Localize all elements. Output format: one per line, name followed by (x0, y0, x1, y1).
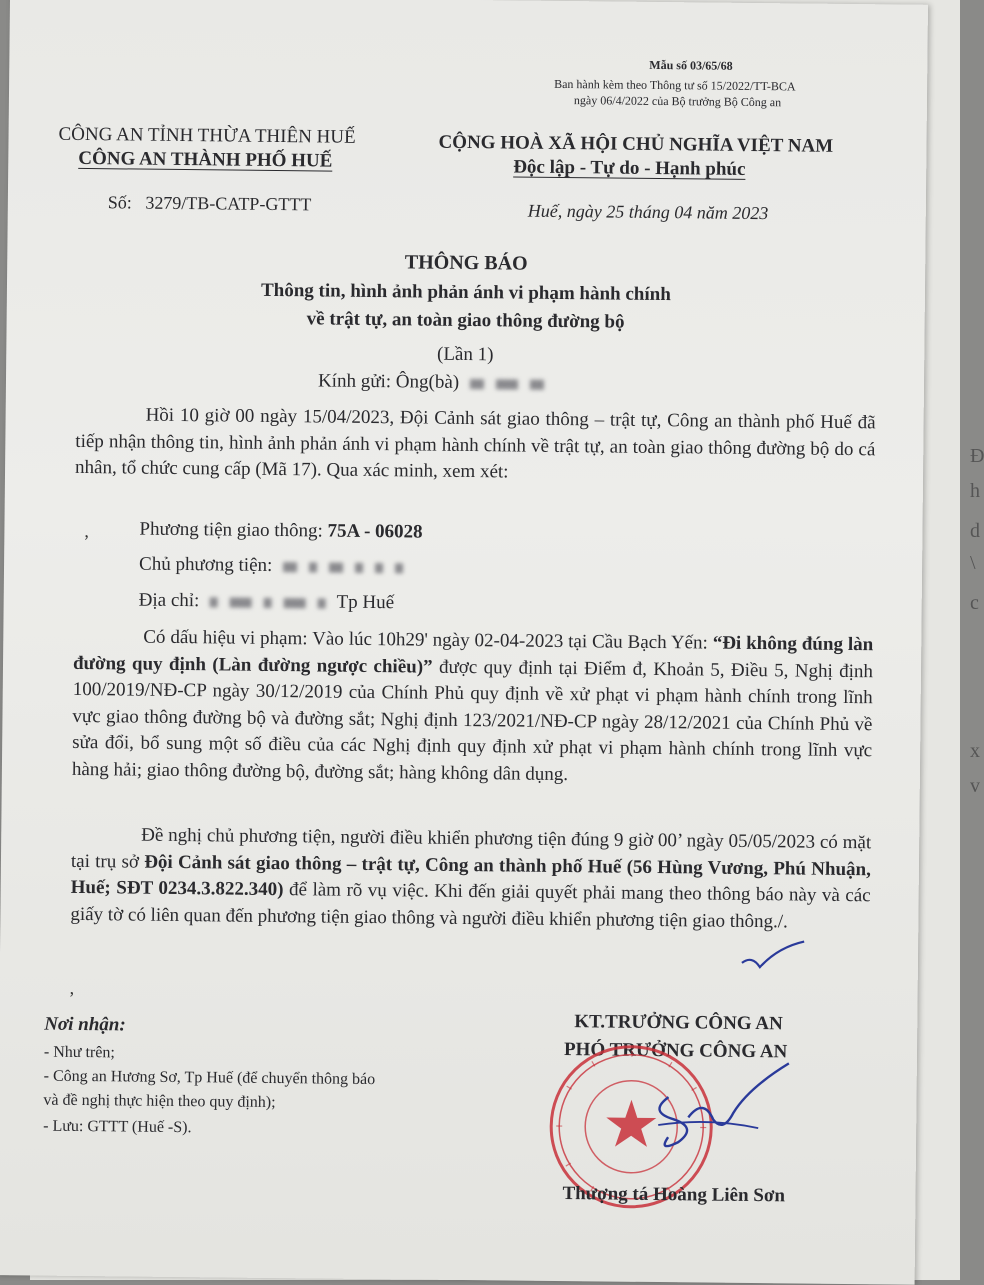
owner-label: Chủ phương tiện: (139, 554, 273, 576)
redacted-block (530, 379, 544, 389)
nation-title: CỘNG HOÀ XÃ HỘI CHỦ NGHĨA VIỆT NAM (438, 132, 833, 158)
owner-field (139, 554, 409, 579)
edge-glyph: h (970, 480, 980, 503)
edge-glyph: d (970, 520, 980, 543)
redacted-block (470, 379, 484, 389)
violation-paragraph (72, 624, 874, 791)
form-issued-line: Ban hành kèm theo Thông tư số 15/2022/TT-BCA (554, 77, 796, 95)
ink-dot: , (84, 521, 89, 542)
recipient-line: và đề nghị thực hiện theo quy định); (43, 1092, 275, 1112)
document-subtitle: Thông tin, hình ảnh phản ánh vi phạm hành chính (7, 277, 925, 309)
redacted-block (496, 379, 518, 389)
redacted-block (318, 598, 326, 608)
redacted-block (395, 563, 403, 573)
request-paragraph (70, 822, 871, 936)
request-detail: để làm rõ vụ việc. Khi đến giải quyết phải mang theo thông báo này và các giấy tờ có liên quan đến phương tiện giao thông và người điều khiển phương tiện giao thông./. (70, 879, 870, 932)
notice-round: (Lần 1) (6, 339, 924, 371)
edge-glyph: c (970, 592, 979, 615)
document-date: Huế, ngày 25 tháng 04 năm 2023 (528, 201, 769, 225)
document-number (108, 192, 312, 215)
signer-name: Thượng tá Hoàng Liên Sơn (562, 1183, 785, 1207)
redacted-block (283, 562, 297, 572)
agency-parent: CÔNG AN TỈNH THỪA THIÊN HUẾ (58, 124, 355, 149)
edge-glyph: v (970, 775, 980, 798)
intro-paragraph: Hồi 10 giờ 00 ngày 15/04/2023, Đội Cảnh sát giao thông – trật tự, Công an thành phố Huế đã tiếp nhận thông tin, hình ảnh phản ánh vi phạm hành chính về trật tự, an toàn giao thông đường bộ do cá nhân, tổ chức cung cấp (Mã 17). Qua xác minh, xem xét: (75, 402, 876, 490)
recipient-line: - Như trên; (44, 1044, 115, 1063)
motto: Độc lập - Tự do - Hạnh phúc (513, 156, 745, 180)
vehicle-field (139, 519, 422, 544)
request-lead: Đề nghị chủ phương tiện, người điều khiển phương tiện đúng 9 giờ 00’ ngày 05/05/2023 có mặt tại trụ sở (71, 825, 871, 872)
handwritten-signature (638, 1057, 799, 1169)
addressee (318, 370, 550, 394)
edge-glyph: \ (970, 552, 976, 575)
doc-number-label: Số: (108, 192, 132, 212)
form-issued-line: ngày 06/4/2022 của Bộ trưởng Bộ Công an (574, 93, 781, 110)
redacted-block (375, 563, 383, 573)
redacted-block (264, 598, 272, 608)
recipient-line: - Công an Hương Sơ, Tp Huế (để chuyển thông báo (44, 1068, 376, 1089)
violation-name: “Đi không đúng làn đường quy định (Làn đường ngược chiều)” (73, 633, 873, 678)
vehicle-plate: 75A - 06028 (328, 521, 423, 543)
ink-checkmark (738, 937, 808, 974)
signature-title: KT.TRƯỞNG CÔNG AN (574, 1011, 783, 1035)
redacted-block (230, 597, 252, 607)
recipients-title: Nơi nhận: (44, 1014, 126, 1037)
redacted-block (329, 562, 343, 572)
doc-number-value: 3279/TB-CATP-GTTT (145, 193, 311, 215)
violation-detail: được quy định tại Điểm đ, Khoản 5, Điều 5, Nghị định 100/2019/NĐ-CP ngày 30/12/2019 của Chính Phủ quy định về xử phạt vi phạm hành chính trong lĩnh vực giao thông đường bộ và đường sắt; Nghị định 123/2021/NĐ-CP ngày 28/12/2021 của Chính Phủ về sửa đổi, bổ sung một số điều của các Nghị định quy định xử phạt vi phạm hành chính trong lĩnh vực hàng hải; giao thông đường bộ, đường sắt; hàng không dân dụng. (72, 656, 873, 784)
redacted-block (355, 562, 363, 572)
vehicle-label: Phương tiện giao thông: (139, 519, 323, 542)
address-label: Địa chỉ: (139, 590, 200, 612)
signature-subtitle: PHÓ TRƯỞNG CÔNG AN (564, 1039, 787, 1063)
request-office: Đội Cảnh sát giao thông – trật tự, Công an thành phố Huế (56 Hùng Vương, Phú Nhuận, Huế; SĐT 0234.3.822.340) (71, 851, 871, 900)
edge-glyph: x (970, 740, 980, 763)
document-subtitle: về trật tự, an toàn giao thông đường bộ (7, 305, 925, 337)
address-city: Tp Huế (336, 592, 394, 614)
violation-lead: Có dấu hiệu vi phạm: Vào lúc 10h29' ngày 02-04-2023 tại Cầu Bạch Yến: (143, 627, 708, 654)
recipient-line: - Lưu: GTTT (Huế -S). (43, 1118, 192, 1138)
redacted-block (309, 562, 317, 572)
ink-dot: , (70, 978, 75, 999)
redacted-block (210, 597, 218, 607)
addressee-label: Kính gửi: Ông(bà) (318, 370, 459, 392)
agency-name: CÔNG AN THÀNH PHỐ HUẾ (78, 148, 332, 173)
edge-glyph: Đ (970, 445, 984, 468)
redacted-block (284, 598, 306, 608)
document-title: THÔNG BÁO (7, 247, 925, 280)
address-field (139, 590, 395, 615)
form-number: Mẫu số 03/65/68 (649, 58, 732, 74)
